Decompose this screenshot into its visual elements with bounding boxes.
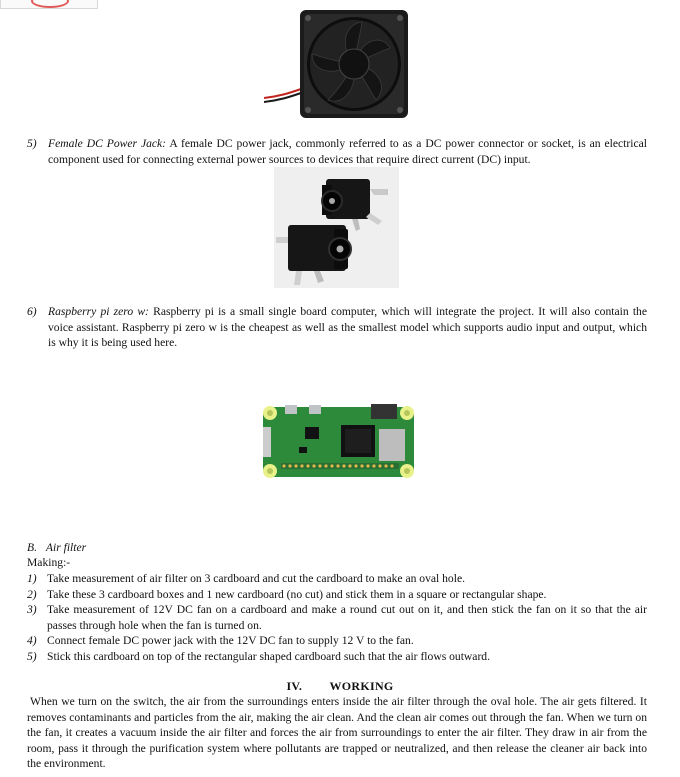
working-paragraph: When we turn on the switch, the air from the surroundings enters inside the air filter through the oval hole. The air gets filtered. It removes contaminants and particles from the air, making the air clean. And the clean air comes out through the fan. When we turn on the fan, it creates a vacuum inside the air filter and forces the air from surroundings to enter the air filter. They draw in air from the room, pass it through the purification system where pollutants are trapped or neutralized, and then release the cleaner air back into the environment.: [27, 695, 647, 770]
step-text: Stick this cardboard on top of the rectangular shaped cardboard such that the air flows outward.: [47, 649, 490, 663]
section-b-title: Air filter: [45, 541, 87, 554]
list-item: [27, 633, 647, 649]
steps-list: [27, 571, 647, 664]
item-number: 6): [27, 305, 37, 318]
list-item: [27, 649, 647, 665]
item-raspberry-pi: [27, 304, 647, 351]
making-label: Making:-: [27, 556, 71, 569]
step-text: Connect female DC power jack with the 12V DC fan to supply 12 V to the fan.: [47, 634, 414, 647]
item-number: 5): [27, 137, 37, 150]
step-number: 5): [27, 649, 37, 663]
list-item: [27, 602, 647, 633]
item-title: Raspberry pi zero w:: [48, 305, 149, 318]
list-item: [27, 587, 647, 603]
step-text: Take measurement of air filter on 3 cardboard and cut the cardboard to make an oval hole.: [47, 572, 465, 585]
section-b-label: B.: [27, 541, 37, 554]
step-number: 3): [27, 603, 37, 616]
step-number: 2): [27, 587, 37, 601]
item-title: Female DC Power Jack:: [48, 137, 167, 150]
previous-figure-fragment: [0, 0, 98, 9]
item-female-dc-jack: [27, 136, 647, 167]
step-number: 1): [27, 572, 37, 585]
step-text: Take measurement of 12V DC fan on a cardboard and make a round cut out on it, and then stick the fan on it so that the air passes through hole when the fan is turned on.: [47, 603, 647, 632]
list-item: [27, 571, 647, 587]
item-body: A female DC power jack, commonly referred to as a DC power connector or socket, is an electrical component used for connecting external power sources to devices that require direct current (DC) input.: [48, 137, 647, 166]
section-iv-heading: [0, 679, 680, 694]
step-number: 4): [27, 634, 37, 647]
dc-fan-image: [262, 8, 410, 120]
dc-power-jack-image: [274, 167, 399, 288]
section-iv-numeral: IV.: [286, 679, 303, 693]
section-iv-title: WORKING: [329, 679, 394, 693]
step-text: Take these 3 cardboard boxes and 1 new cardboard (no cut) and stick them in a square or rectangular shape.: [47, 587, 547, 601]
item-body: Raspberry pi is a small single board computer, which will integrate the project. It will also contain the voice assistant. Raspberry pi zero w is the cheapest as well as the smallest model which supports audio input and output, which is why it is being used here.: [48, 305, 647, 349]
section-b-heading: [27, 540, 647, 556]
raspberry-pi-zero-image: [259, 401, 418, 482]
